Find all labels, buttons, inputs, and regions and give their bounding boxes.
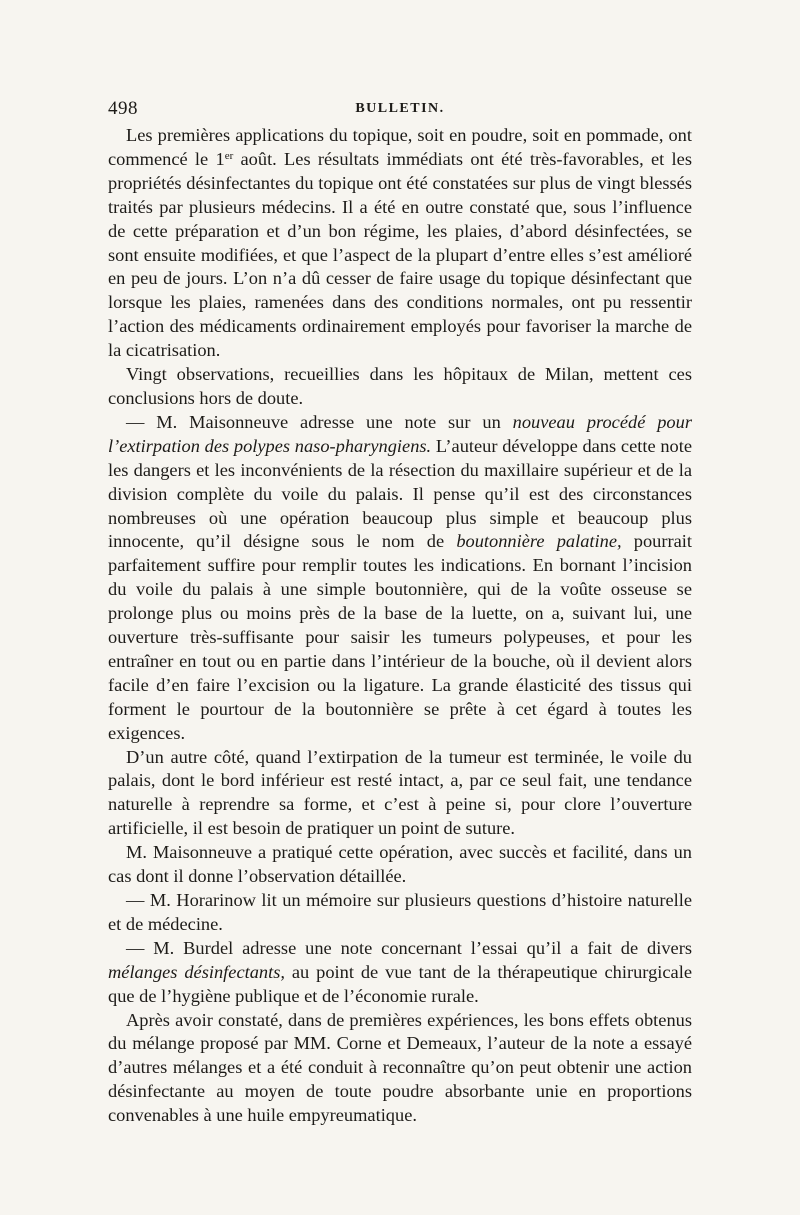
- paragraph: [108, 889, 692, 937]
- paragraph: [108, 411, 692, 746]
- text-segment: — M. Maisonneuve adresse une note sur un: [126, 411, 513, 432]
- italic-text: nouveau procédé pour l’extirpation des polypes naso-pharyngiens.: [108, 411, 692, 456]
- paragraph: [108, 363, 692, 411]
- italic-text: mélanges désinfectants,: [108, 961, 285, 982]
- text-segment: L’auteur développe dans cette note les dangers et les inconvénients de la résection du maxillaire supérieur et de la division complète du voile du palais. Il pense qu’il est des circonstances nombreuses où une opération beaucoup plus simple et beaucoup plus innocente, qu’il désigne sous le nom de: [108, 435, 692, 552]
- paragraph: [108, 937, 692, 1009]
- text-segment: pourrait parfaitement suffire pour remplir toutes les indications. En bornant l’incision du voile du palais à une simple boutonnière, qui de la voûte osseuse se prolonge plus ou moins près de la base de la luette, on a, suivant lui, une ouverture très-suffisante pour saisir les tumeurs polypeuses, et pour les entraîner en tout ou en partie dans l’intérieur de la bouche, où il devient alors facile d’en faire l’excision ou la ligature. La grande élasticité des tissus qui forment le pourtour de la boutonnière se prête à cet égard à toutes les exigences.: [108, 531, 692, 743]
- superscript: er: [224, 149, 234, 162]
- body-text: [108, 124, 692, 1128]
- paragraph: [108, 1009, 692, 1129]
- page-number: 498: [108, 98, 138, 119]
- paragraph: [108, 841, 692, 889]
- paragraph: [108, 746, 692, 842]
- running-head: BULLETIN.: [355, 101, 445, 116]
- italic-text: boutonnière palatine,: [456, 531, 622, 552]
- text-segment: Vingt observations, recueillies dans les hôpitaux de Milan, mettent ces conclusions hors de doute.: [108, 364, 692, 408]
- text-segment: M. Maisonneuve a pratiqué cette opération, avec succès et facilité, dans un cas dont il donne l’observation détaillée.: [108, 842, 692, 887]
- text-segment: août. Les résultats immédiats ont été très-favorables, et les propriétés désinfectantes du topique ont été constatées sur plus de vingt blessés traités par plusieurs médecins. Il a été en outre constaté que, sous l’influence de cette préparation et d’un bon régime, les plaies, d’abord désinfectées, se sont ensuite modifiées, et que l’aspect de la plupart d’entre elles s’est amélioré en peu de jours. L’on n’a dû cesser de faire usage du topique désinfectant que lorsque les plaies, ramenées dans des conditions normales, ont pu ressentir l’action des médicaments ordinairement employés pour favoriser la marche de la cicatrisation.: [108, 148, 692, 361]
- text-segment: au point de vue tant de la thérapeutique chirurgicale que de l’hygiène publique et de l’économie rurale.: [108, 961, 692, 1006]
- text-segment: Les premières applications du topique, soit en poudre, soit en pommade, ont commencé le 1: [108, 125, 692, 169]
- paragraph: [108, 124, 692, 363]
- page-header: [108, 96, 692, 122]
- text-segment: — M. Burdel adresse une note concernant l’essai qu’il a fait de divers: [126, 937, 692, 958]
- text-segment: D’un autre côté, quand l’extirpation de la tumeur est terminée, le voile du palais, dont le bord inférieur est resté intact, a, par ce seul fait, une tendance naturelle à reprendre sa forme, et c’est à peine si, pour clore l’ouverture artificielle, il est besoin de pratiquer un point de suture.: [108, 746, 692, 839]
- text-segment: Après avoir constaté, dans de premières expériences, les bons effets obtenus du mélange proposé par MM. Corne et Demeaux, l’auteur de la note a essayé d’autres mélanges et a été conduit à reconnaître qu’on peut obtenir une action désinfectante au moyen de toute poudre absorbante unie en proportions convenables à une huile empyreumatique.: [108, 1009, 692, 1126]
- text-segment: — M. Horarinow lit un mémoire sur plusieurs questions d’histoire naturelle et de médecine.: [108, 890, 692, 934]
